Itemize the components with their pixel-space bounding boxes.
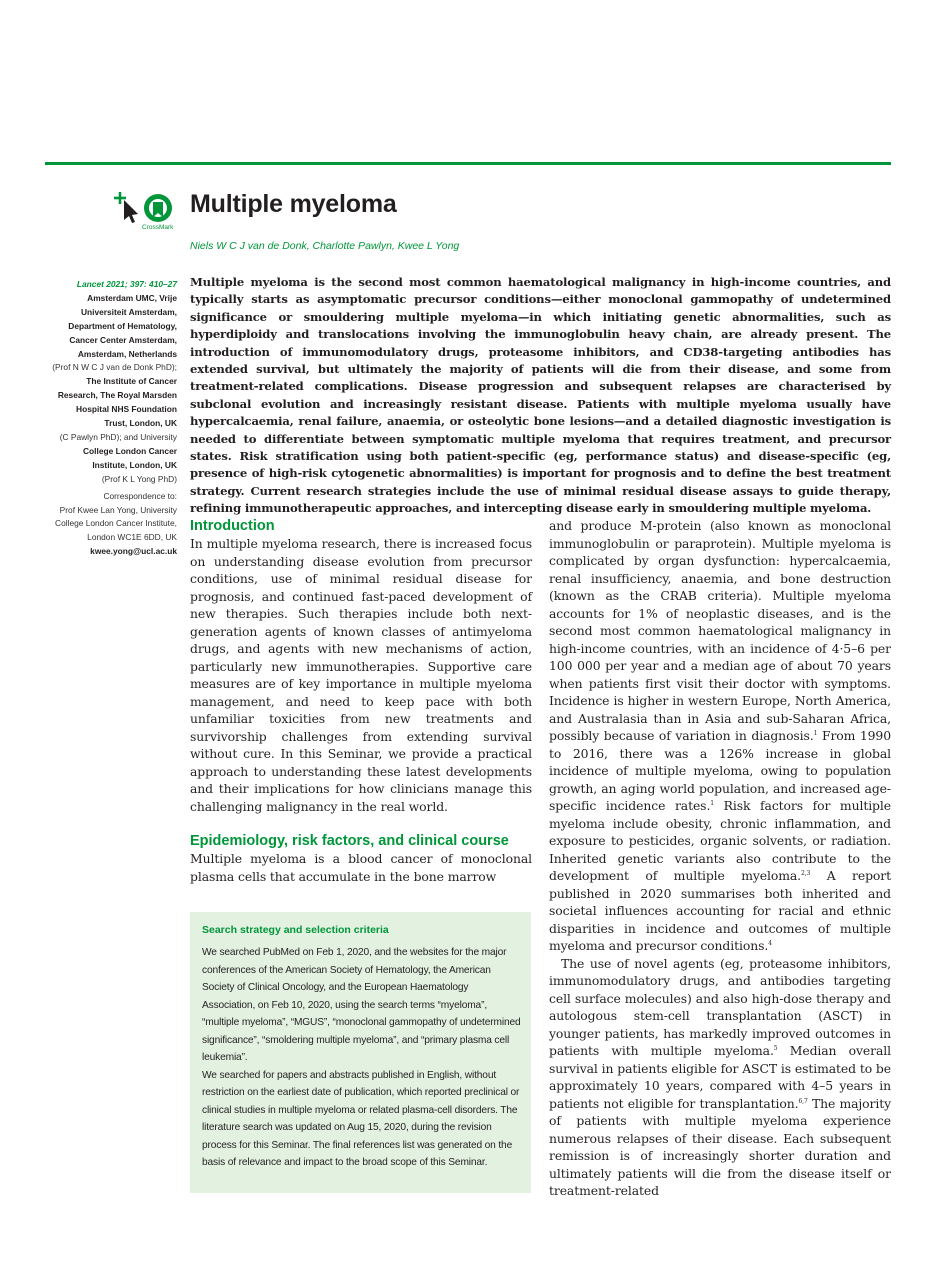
correspondence-email[interactable]: kwee.yong@ucl.ac.uk bbox=[90, 546, 177, 557]
reference-marker[interactable]: 2,3 bbox=[801, 870, 811, 877]
reference-marker[interactable]: 5 bbox=[773, 1045, 778, 1052]
sidebar bbox=[40, 278, 177, 559]
reference-marker[interactable]: 6,7 bbox=[798, 1097, 808, 1105]
right-column bbox=[549, 517, 891, 1200]
affiliation-line: Amsterdam, Netherlands bbox=[77, 348, 177, 359]
epidemiology-heading: Epidemiology, risk factors, and clinical course bbox=[190, 833, 509, 849]
affiliation-line: (Prof N W C J van de Donk PhD); bbox=[52, 362, 177, 373]
header-rule bbox=[45, 162, 891, 165]
affiliation-line: Trust, London, UK bbox=[104, 418, 177, 429]
affiliation-line: Amsterdam UMC, Vrije bbox=[87, 292, 177, 303]
body-text: and produce M-protein (also known as monoclonal immunoglobulin or paraprotein). Multiple myeloma is complicated by organ dysfunction: hypercalcaemia, renal insufficiency, anaemia, and bone destruction (known as the CRAB criteria). Multiple myeloma accounts for 1% of neoplastic diseases, and is the second most common haematological malignancy in high-income countries, with an incidence of 4·5–6 per 100 000 per year and a median age of about 70 years when patients first visit their doctor with symptoms. Incidence is higher in western Europe, North America, and Australasia than in Asia and sub-Saharan Africa, possibly because of variation in diagnosis. bbox=[549, 518, 891, 743]
reference-marker[interactable]: 1 bbox=[813, 730, 818, 737]
epidemiology-text: Multiple myeloma is a blood cancer of monoclonal plasma cells that accumulate in the bone marrow bbox=[190, 851, 532, 884]
correspondence-line: London WC1E 6DD, UK bbox=[87, 532, 177, 543]
correspondence-line: Correspondence to: bbox=[103, 490, 177, 501]
introduction-heading: Introduction bbox=[190, 518, 275, 534]
affiliation-line: Universiteit Amsterdam, bbox=[80, 306, 177, 317]
affiliation-line: (Prof K L Yong PhD) bbox=[101, 473, 177, 484]
body-text: Risk factors for multiple myeloma include obesity, chronic inflammation, and exposure to pesticides, organic solvents, or radiation. Inherited genetic variants also contribute to the development of multiple myeloma. bbox=[549, 798, 891, 883]
reference-marker[interactable]: 1 bbox=[710, 800, 714, 807]
body-text: The use of novel agents (eg, proteasome inhibitors, immunomodulatory drugs, and antibodies targeting cell surface molecules) and also high-dose therapy and autologous stem-cell transplantation (ASCT) in younger patients, has markedly improved outcomes in patients with multiple myeloma. bbox=[549, 955, 891, 1058]
body-text: From 1990 to 2016, there was a 126% increase in global incidence of multiple myeloma, owing to population growth, an aging world population, and increased age-specific incidence rates. bbox=[549, 728, 892, 813]
left-column bbox=[190, 517, 532, 885]
correspondence-line: College London Cancer Institute, bbox=[55, 518, 177, 529]
affiliation-line: (C Pawlyn PhD); and University bbox=[59, 431, 177, 442]
body-text: A report published in 2020 summarises both inherited and societal influences accounting for racial and ethnic disparities in incidence and outcomes of multiple myeloma and precursor conditions. bbox=[549, 868, 891, 953]
body-paragraph bbox=[549, 517, 891, 955]
affiliation-line: Institute, London, UK bbox=[92, 459, 177, 470]
reference-marker[interactable]: 4 bbox=[768, 940, 772, 947]
abstract: Multiple myeloma is the second most common haematological malignancy in high-income countries, and typically starts as asymptomatic precursor conditions—either monoclonal gammopathy of undetermined significance or smouldering multiple myeloma—in which initiating genetic abnormalities, such as hyperdiploidy and translocations involving the immunoglobulin heavy chain, are already present. The introduction of immunomodulatory drugs, proteasome inhibitors, and CD38-targeting antibodies has extended survival, but ultimately the majority of patients will die from their disease, and some from treatment-related complications. Disease progression and subsequent relapses are characterised by subclonal evolution and increasingly resistant disease. Patients with multiple myeloma usually have hypercalcaemia, renal failure, anaemia, or osteolytic bone lesions—and a detailed diagnostic investigation is needed to differentiate between symptomatic multiple myeloma that requires treatment, and precursor states. Risk stratification using both patient-specific (eg, performance status) and disease-specific (eg, presence of high-risk cytogenetic abnormalities) is important for prognosis and to define the best treatment strategy. Current research strategies include the use of minimal residual disease assays to guide therapy, refining immunotherapeutic approaches, and intercepting disease early in smouldering multiple myeloma. bbox=[190, 275, 891, 516]
citation: Lancet 2021; 397: 410–27 bbox=[76, 279, 177, 289]
search-strategy-heading: Search strategy and selection criteria bbox=[202, 924, 389, 936]
affiliation-line: Department of Hematology, bbox=[68, 320, 177, 331]
body-paragraph bbox=[549, 955, 891, 1200]
search-strategy-panel bbox=[190, 912, 531, 1193]
affiliation-line: Research, The Royal Marsden bbox=[57, 390, 177, 401]
article-title: Multiple myeloma bbox=[190, 190, 397, 218]
affiliation-line: College London Cancer bbox=[83, 445, 177, 456]
crossmark-label: CrossMark bbox=[142, 224, 174, 231]
body-text: Median overall survival in patients eligible for ASCT is estimated to be approximately 10 years, compared with 4–5 years in patients not eligible for transplantation. bbox=[549, 1043, 891, 1111]
affiliation-line: Cancer Center Amsterdam, bbox=[69, 334, 177, 345]
author-list: Niels W C J van de Donk, Charlotte Pawlyn, Kwee L Yong bbox=[190, 240, 460, 252]
affiliation-line: Hospital NHS Foundation bbox=[76, 404, 177, 415]
affiliation-line: The Institute of Cancer bbox=[86, 376, 177, 387]
search-strategy-text: We searched PubMed on Feb 1, 2020, and the websites for the major conferences of the American Society of Hematology, the American Society of Clinical Oncology, and the European Haematology Association, on Feb 10, 2020, using the search terms “myeloma”, “multiple myeloma”, “MGUS”, “monoclonal gammopathy of undetermined significance”, “smoldering multiple myeloma”, and “primary plasma cell leukemia”. bbox=[202, 947, 521, 1063]
body-text: The majority of patients with multiple myeloma experience numerous relapses of their disease. Each subsequent remission is of increasingly shorter duration and ultimately patients will die from the disease itself or treatment-related bbox=[549, 1095, 891, 1198]
introduction-text: In multiple myeloma research, there is increased focus on understanding disease evolution from precursor conditions, use of minimal residual disease for prognosis, and continued fast-paced development of new therapies. Such therapies include both next-generation agents of known classes of antimyeloma drugs, and agents with new mechanisms of action, particularly new immunotherapies. Supportive care measures are of key importance in multiple myeloma management, and need to keep pace with both unfamiliar toxicities from new treatments and survivorship challenges from extending survival without cure. In this Seminar, we provide a practical approach to understanding these latest developments and their implications for how clinicians manage this challenging malignancy in the real world. bbox=[190, 536, 532, 814]
correspondence-line: Prof Kwee Lan Yong, University bbox=[59, 504, 177, 515]
search-strategy-text: We searched for papers and abstracts published in English, without restriction on the earliest date of publication, which reported preclinical or clinical studies in multiple myeloma or related plasma-cell disorders. The literature search was updated on Aug 15, 2020, during the revision process for this Seminar. The final references list was generated on the basis of relevance and impact to the broad scope of this Seminar. bbox=[202, 1069, 520, 1168]
